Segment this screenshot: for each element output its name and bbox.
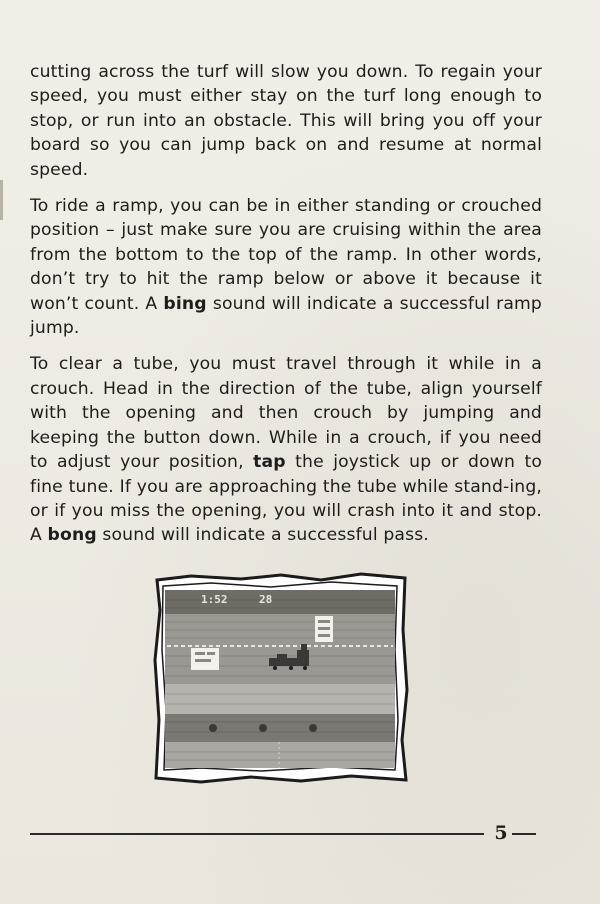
text-run: To ride a ramp, you can be in either standing or crouched position – just make sure you are cruising within the area from the bottom to the top of the ramp. In other words, don’t try to hit the ramp below or above it because it won’t count. A [30, 196, 542, 314]
paragraph-turf [30, 60, 542, 182]
footer-rule [30, 833, 484, 835]
text-run: sound will indicate a successful ramp jump. [30, 293, 542, 339]
emphasis-word: bing [163, 293, 207, 314]
text-run: sound will indicate a successful pass. [96, 525, 429, 546]
text-run: To clear a tube, you must travel through it while in a crouch. Head in the direction of the tube, align yourself with the opening and then crouch by jumping and keeping the button down. While in a crouch, if you need to adjust your position, [30, 354, 542, 473]
top-band [165, 590, 395, 614]
timer-readout: 1:52 [201, 593, 228, 606]
page-edge-mark [0, 180, 3, 220]
text-run: cutting across the turf will slow you down. To regain your speed, you must either stay on the turf long enough to stop, or run into an obstacle. This will bring you off your board so you can jump back on and resume at normal speed. [30, 62, 542, 180]
paragraph-ramp [30, 194, 542, 340]
footer-rule-end [512, 833, 536, 835]
ramp-obstacle [315, 616, 333, 642]
game-screenshot [151, 570, 411, 786]
tube-obstacle [191, 648, 219, 670]
tube-band [165, 714, 395, 742]
emphasis-word: tap [253, 452, 286, 473]
paragraph-tube [30, 352, 542, 547]
text-run: the joystick up or down to fine tune. If you are approaching the tube while stand-ing, or if you miss the opening, you will crash into it and stop. A [30, 452, 542, 546]
lower-field [165, 684, 395, 714]
bottom-band [165, 742, 395, 768]
score-readout: 28 [259, 593, 273, 606]
emphasis-word: bong [47, 525, 97, 546]
page-number: 5 [494, 822, 508, 844]
body-text [30, 60, 542, 560]
game-field [165, 590, 395, 768]
